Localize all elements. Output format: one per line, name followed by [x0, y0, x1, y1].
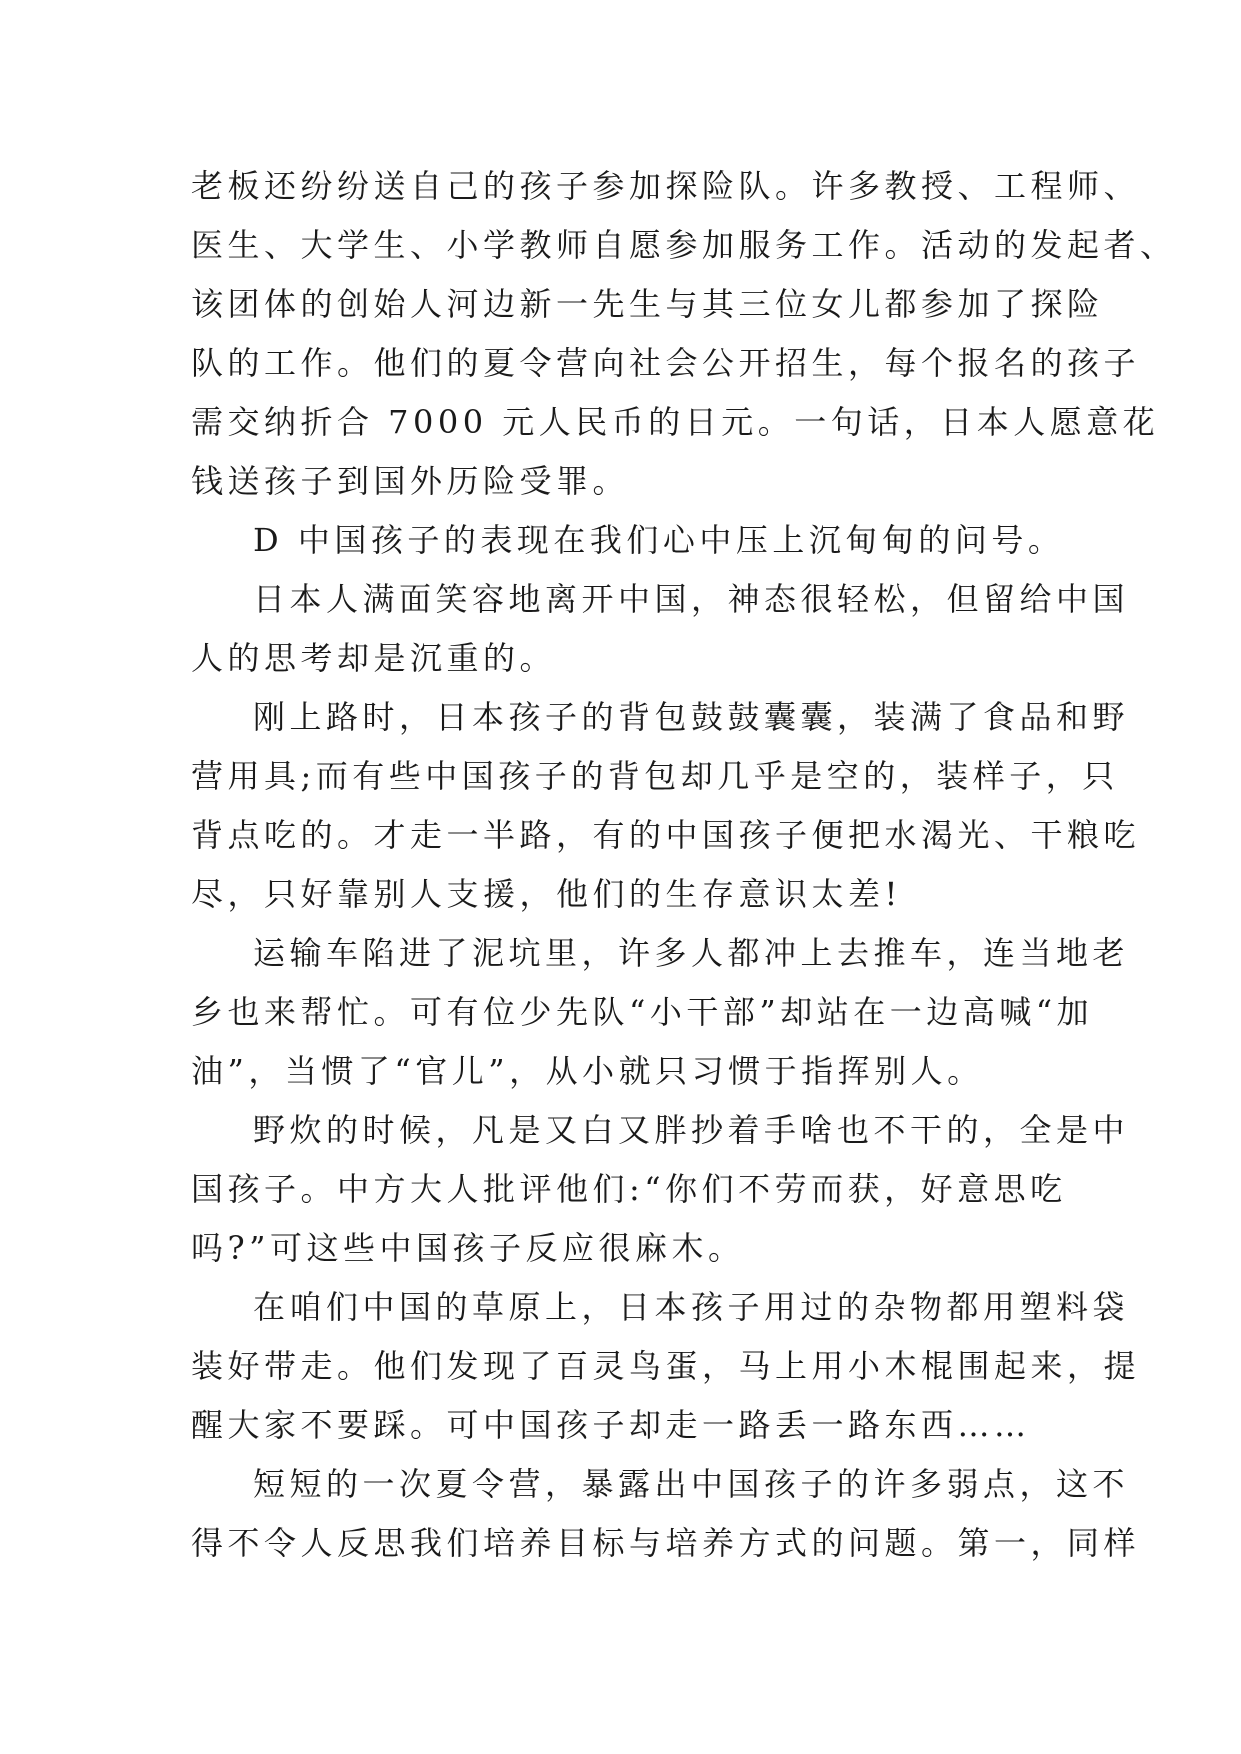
text-line: 吗?”可这些中国孩子反应很麻木。	[191, 1229, 745, 1267]
paragraph	[191, 157, 1177, 511]
text-line: 野炊的时候，凡是又白又胖抄着手啥也不干的，全是中	[253, 1111, 1130, 1149]
paragraph	[191, 688, 1141, 924]
paragraph	[191, 1101, 1130, 1278]
text-line: 钱送孩子到国外历险受罪。	[191, 462, 630, 500]
text-line: 乡也来帮忙。可有位少先队“小干部”却站在一边高喊“加	[191, 993, 1094, 1031]
text-line: 营用具;而有些中国孩子的背包却几乎是空的，装样子，只	[191, 757, 1119, 795]
text-line: 尽，只好靠别人支援，他们的生存意识太差!	[191, 875, 902, 913]
text-line: 运输车陷进了泥坑里，许多人都冲上去推车，连当地老	[253, 934, 1130, 972]
paragraph	[191, 511, 1063, 570]
text-line: 该团体的创始人河边新一先生与其三位女儿都参加了探险	[191, 285, 1104, 323]
text-line: 医生、大学生、小学教师自愿参加服务工作。活动的发起者、	[191, 226, 1177, 264]
text-line: 在咱们中国的草原上，日本孩子用过的杂物都用塑料袋	[253, 1288, 1130, 1326]
body-text	[191, 157, 1177, 1573]
text-line: 老板还纷纷送自己的孩子参加探险队。许多教授、工程师、	[191, 167, 1141, 205]
text-line: 装好带走。他们发现了百灵鸟蛋，马上用小木棍围起来，提	[191, 1347, 1141, 1385]
text-line: 醒大家不要踩。可中国孩子却走一路丢一路东西……	[191, 1406, 1031, 1444]
text-line: 日本人满面笑容地离开中国，神态很轻松，但留给中国	[253, 580, 1130, 618]
text-line: 短短的一次夏令营，暴露出中国孩子的许多弱点，这不	[253, 1465, 1130, 1503]
text-line: 人的思考却是沉重的。	[191, 639, 557, 677]
paragraph	[191, 1455, 1141, 1573]
text-line: 国孩子。中方大人批评他们:“你们不劳而获，好意思吃	[191, 1170, 1067, 1208]
text-line: D 中国孩子的表现在我们心中压上沉甸甸的问号。	[253, 521, 1065, 559]
paragraph	[191, 1278, 1141, 1455]
paragraph	[191, 570, 1130, 688]
text-line: 得不令人反思我们培养目标与培养方式的问题。第一，同样	[191, 1524, 1141, 1562]
text-line: 需交纳折合 7000 元人民币的日元。一句话，日本人愿意花	[191, 403, 1160, 441]
text-line: 背点吃的。才走一半路，有的中国孩子便把水渴光、干粮吃	[191, 816, 1141, 854]
text-line: 油”，当惯了“官儿”，从小就只习惯于指挥别人。	[191, 1052, 984, 1090]
text-line: 刚上路时，日本孩子的背包鼓鼓囊囊，装满了食品和野	[253, 698, 1130, 736]
text-line: 队的工作。他们的夏令营向社会公开招生，每个报名的孩子	[191, 344, 1141, 382]
paragraph	[191, 924, 1130, 1101]
